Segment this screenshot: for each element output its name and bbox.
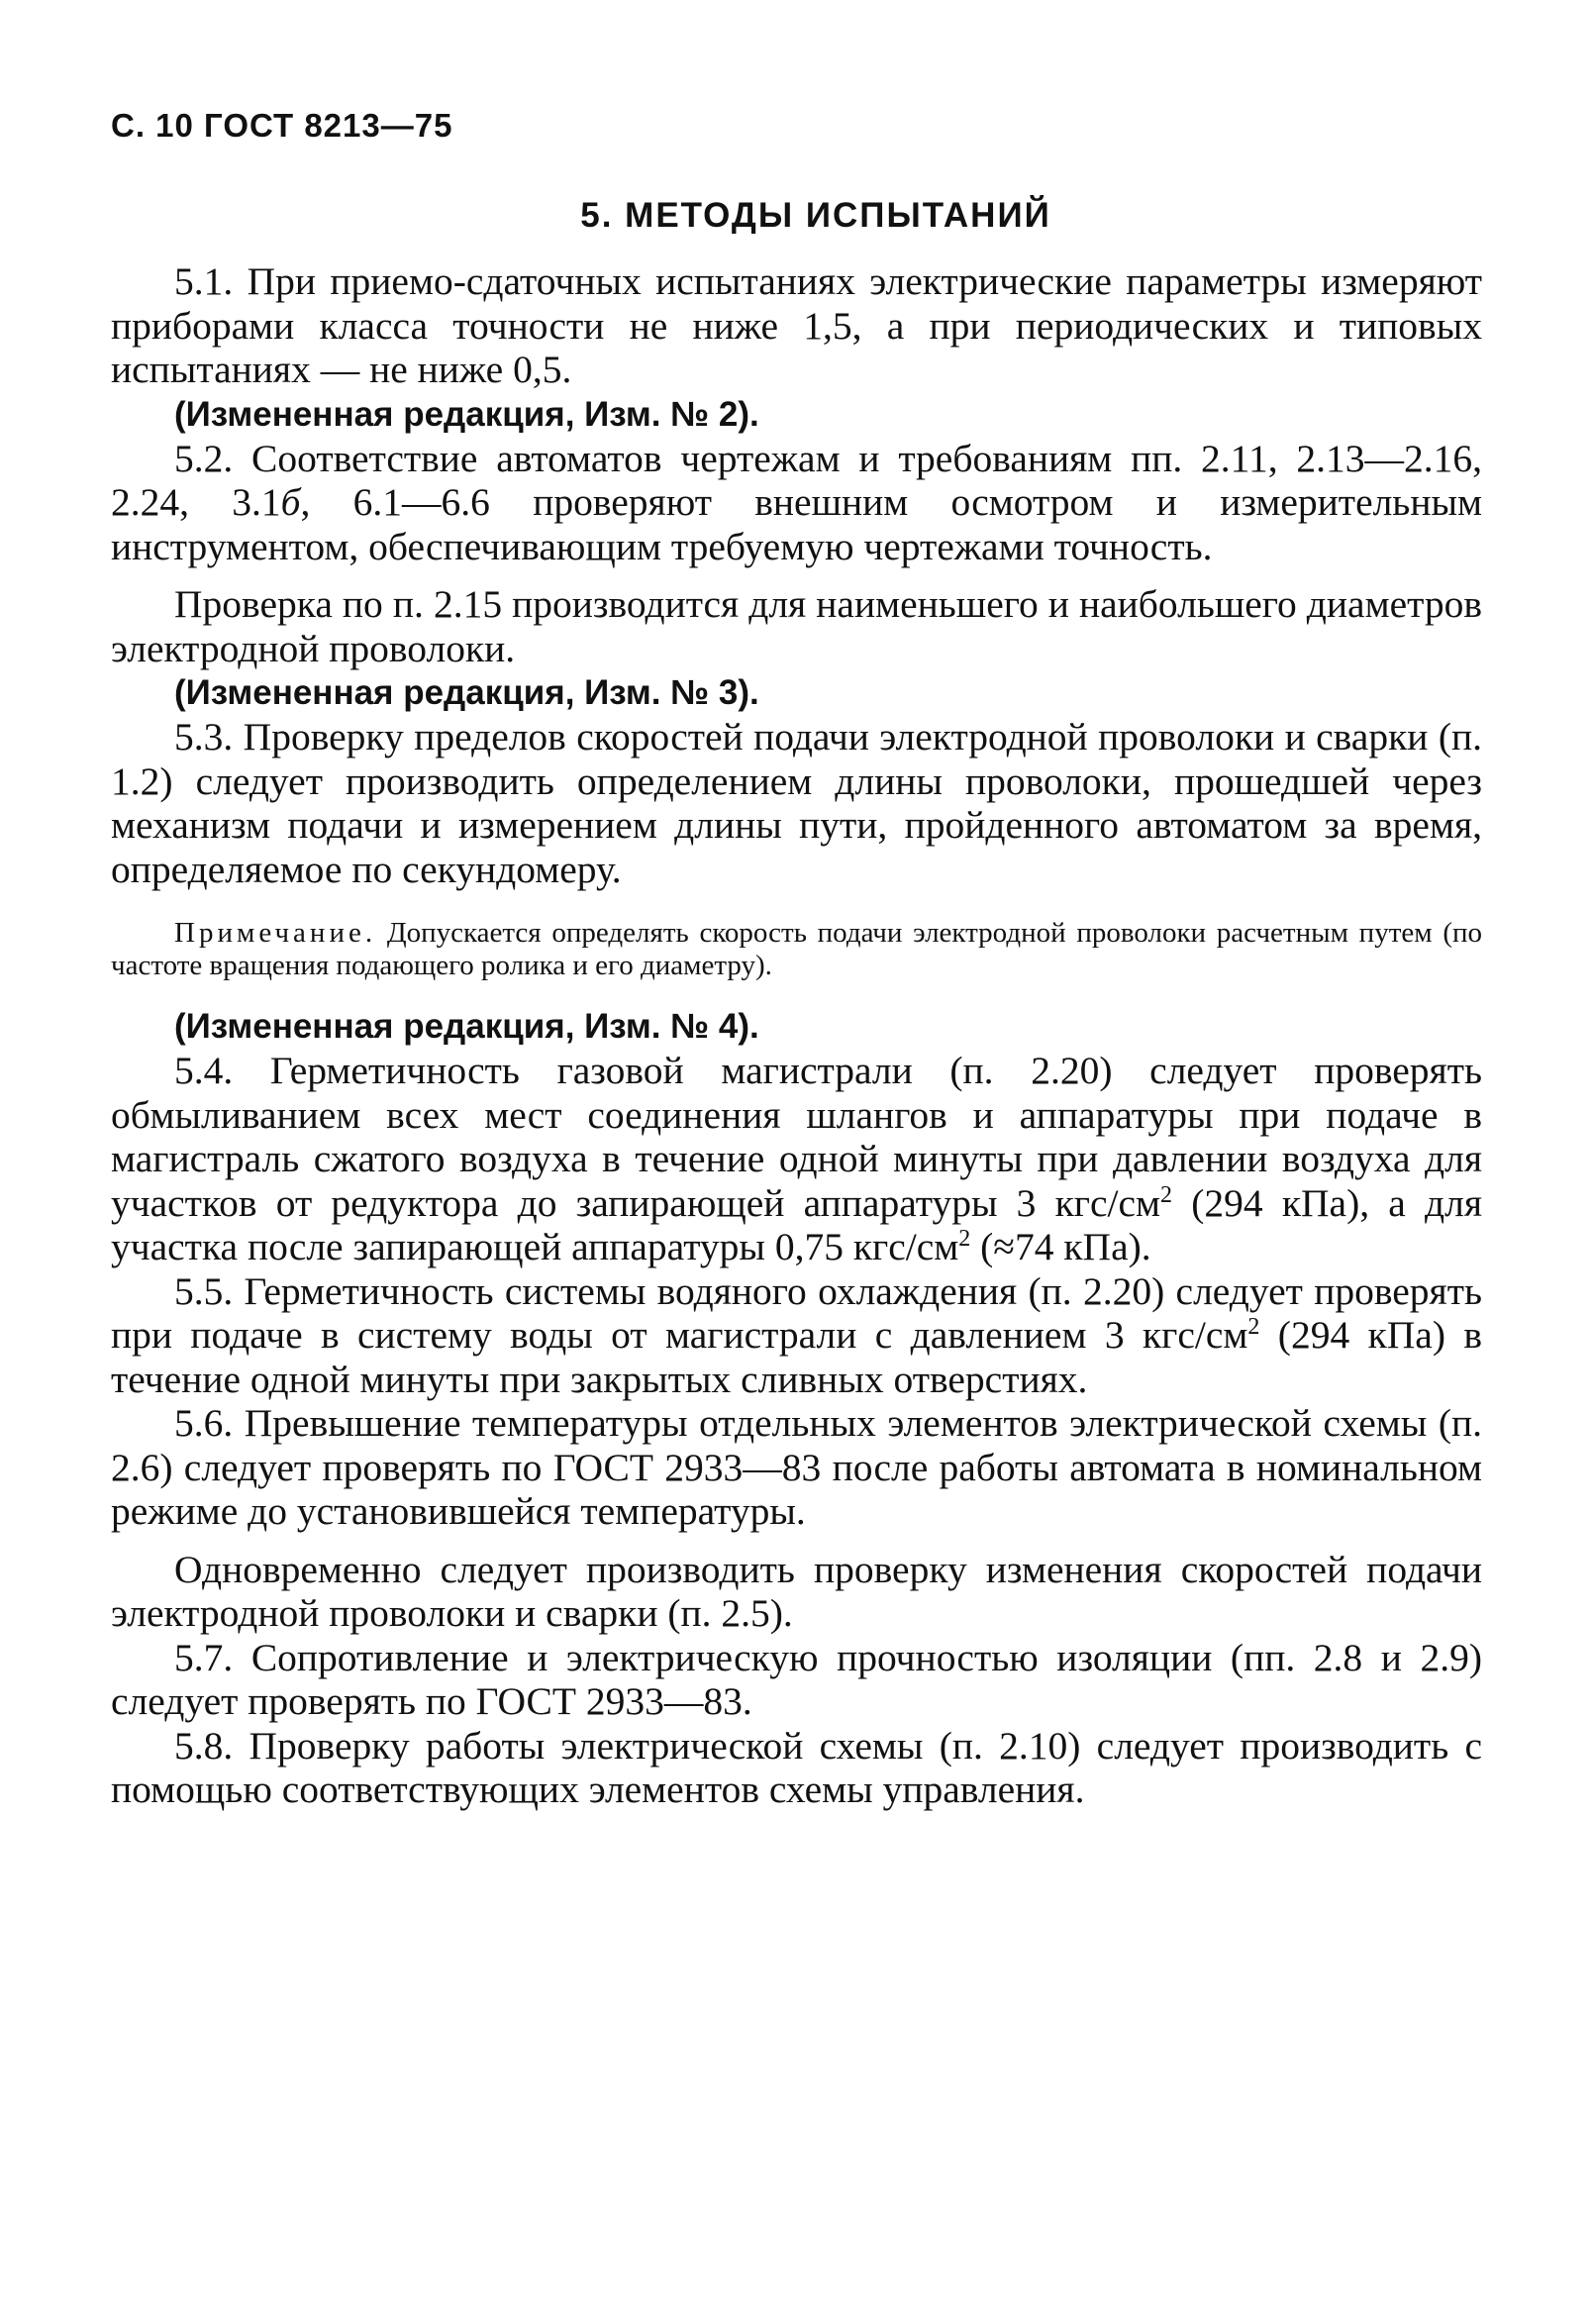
running-header: С. 10 ГОСТ 8213—75 <box>111 107 453 144</box>
amendment-note-4: (Измененная редакция, Изм. № 4). <box>174 1007 759 1046</box>
note-label: Примечание. <box>174 917 377 949</box>
document-body <box>111 259 1482 1812</box>
paragraph-5-2-check: Проверка по п. 2.15 производится для наименьшего и наибольшего диаметров электродной проволоки. <box>111 582 1482 670</box>
paragraph-5-3: 5.3. Проверку пределов скоростей подачи электродной проволоки и сварки (п. 1.2) следует производить определением длины проволоки, прошедшей через механизм подачи и измерением длины пути, пройденного автоматом за время, определяемое по секундомеру. <box>111 715 1482 891</box>
paragraph-5-4-text-a: 5.4. Герметичность газовой магистрали (п. 2.20) следует проверять обмыливанием всех мест соединения шлангов и аппаратуры при подаче в магистраль сжатого воздуха в течение одной минуты при давлении воздуха для участков от редуктора до запирающей аппаратуры 3 кгс/см <box>111 1049 1482 1225</box>
superscript-2: 2 <box>1160 1181 1173 1208</box>
note <box>111 917 1482 982</box>
paragraph-5-2-italic-letter: б <box>280 480 301 524</box>
superscript-2: 2 <box>1247 1314 1260 1340</box>
paragraph-5-6: 5.6. Превышение температуры отдельных элементов электрической схемы (п. 2.6) следует проверять по ГОСТ 2933—83 после работы автомата в номинальном режиме до установившейся температуры. <box>111 1401 1482 1533</box>
paragraph-5-5-text-b: (294 кПа) в течение одной минуты при закрытых сливных отверстиях. <box>111 1313 1482 1401</box>
paragraph-5-1: 5.1. При приемо-сдаточных испытаниях электрические параметры измеряют приборами класса точности не ниже 1,5, а при периодических и типовых испытаниях — не ниже 0,5. <box>111 259 1482 391</box>
superscript-2: 2 <box>958 1226 971 1252</box>
section-title: 5. МЕТОДЫ ИСПЫТАНИЙ <box>580 196 1051 235</box>
amendment-note-2: (Измененная редакция, Изм. № 2). <box>174 394 759 434</box>
paragraph-5-7: 5.7. Сопротивление и электрическую прочностью изоляции (пп. 2.8 и 2.9) следует проверять по ГОСТ 2933—83. <box>111 1635 1482 1723</box>
paragraph-5-6-simultaneous: Одновременно следует производить проверку изменения скоростей подачи электродной проволоки и сварки (п. 2.5). <box>111 1547 1482 1635</box>
amendment-note-3: (Измененная редакция, Изм. № 3). <box>174 673 759 712</box>
paragraph-5-5 <box>111 1269 1482 1402</box>
paragraph-5-2-text-b: , 6.1—6.6 проверяют внешним осмотром и измерительным инструментом, обеспечивающим требуемую чертежами точность. <box>111 480 1482 568</box>
paragraph-5-4-text-b: (294 кПа), а для участка после запирающей аппаратуры 0,75 кгс/см <box>111 1180 1482 1268</box>
paragraph-5-2 <box>111 437 1482 569</box>
note-text: Допускается определять скорость подачи электродной проволоки расчетным путем (по частоте вращения подающего ролика и его диаметру). <box>111 917 1482 981</box>
paragraph-5-4-text-c: (≈74 кПа). <box>970 1225 1151 1268</box>
paragraph-5-8: 5.8. Проверку работы электрической схемы (п. 2.10) следует производить с помощью соответствующих элементов схемы управления. <box>111 1723 1482 1811</box>
paragraph-5-5-text-a: 5.5. Герметичность системы водяного охлаждения (п. 2.20) следует проверять при подаче в систему воды от магистрали с давлением 3 кгс/см <box>111 1268 1482 1357</box>
paragraph-5-4 <box>111 1049 1482 1269</box>
paragraph-5-2-text-a: 5.2. Соответствие автоматов чертежам и требованиям пп. 2.11, 2.13—2.16, 2.24, 3.1 <box>111 436 1482 524</box>
